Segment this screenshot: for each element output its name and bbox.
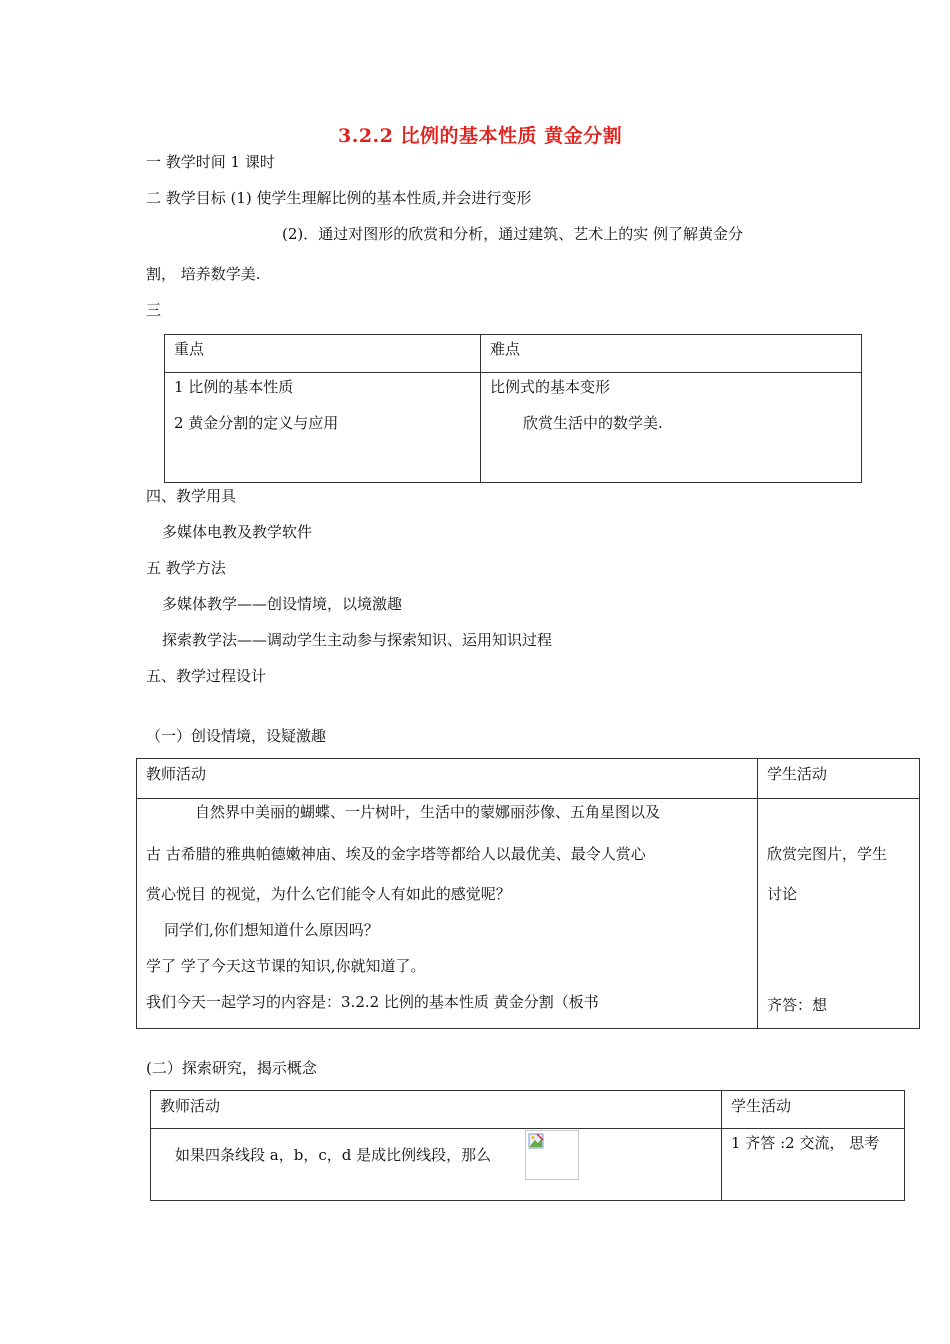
teacher-text-1: 自然界中美丽的蝴蝶、一片树叶，生活中的蒙娜丽莎像、五角星图以及 (195, 803, 661, 821)
table1-key-item-1: 1 比例的基本性质 (174, 378, 294, 396)
table2-header-student (758, 759, 920, 799)
table1-header-difficult-label: 难点 (490, 340, 521, 358)
table3-header-student (722, 1091, 905, 1129)
table1-header-key-label: 重点 (174, 340, 205, 358)
line-section-2-heading: (二）探索研究，揭示概念 (146, 1059, 317, 1077)
activity-table-1 (136, 758, 920, 1029)
teacher-text-4: 同学们,你们想知道什么原因吗？ (164, 921, 379, 939)
table3-header-teacher (151, 1091, 722, 1129)
table3-header-student-label: 学生活动 (731, 1097, 792, 1115)
line-section-3: 三 (146, 301, 162, 319)
table1-difficult-item-1: 比例式的基本变形 (490, 378, 611, 396)
table2-header-teacher (137, 759, 758, 799)
table1-cell-key (165, 373, 481, 483)
table2-header-student-label: 学生活动 (767, 765, 828, 783)
table1-header-difficult (481, 335, 862, 373)
table3-student-text: 1 齐答 :2 交流， 思考 (731, 1134, 880, 1152)
line-tools-detail: 多媒体电教及教学软件 (162, 523, 313, 541)
line-section-1-heading: （一）创设情境，设疑激趣 (146, 727, 327, 745)
table3-cell-teacher (151, 1129, 722, 1201)
table3-cell-student (722, 1129, 905, 1201)
student-text-3: 齐答：想 (767, 996, 828, 1014)
line-teaching-time: 一 教学时间 1 课时 (146, 153, 275, 171)
table3-teacher-text: 如果四条线段 a，b，c，d 是成比例线段，那么 (175, 1146, 492, 1164)
table2-cell-student (758, 799, 920, 1029)
activity-table-2 (150, 1090, 905, 1201)
teacher-text-2: 古 古希腊的雅典帕德嫩神庙、埃及的金字塔等都给人以最优美、最令人赏心 (146, 845, 646, 863)
line-method-1: 多媒体教学——创设情境，以境激趣 (162, 595, 403, 613)
teacher-text-5: 学了 学了今天这节课的知识,你就知道了。 (146, 957, 426, 975)
line-goal-2-cont: 割， 培养数学美. (146, 265, 261, 283)
key-points-table (164, 334, 862, 483)
teacher-text-6: 我们今天一起学习的内容是：3.2.2 比例的基本性质 黄金分割（板书 (146, 993, 599, 1011)
teacher-text-3: 赏心悦目 的视觉，为什么它们能令人有如此的感觉呢？ (146, 885, 511, 903)
table1-header-key (165, 335, 481, 373)
table1-key-item-2: 2 黄金分割的定义与应用 (174, 414, 339, 432)
student-text-1: 欣赏完图片，学生 (767, 845, 888, 863)
line-teaching-tools: 四、教学用具 (146, 487, 237, 505)
line-goal-2: (2)．通过对图形的欣赏和分析，通过建筑、艺术上的实 例了解黄金分 (282, 225, 744, 243)
page-title: 3.2.2 比例的基本性质 黄金分割 (338, 125, 623, 147)
broken-image-icon (525, 1130, 579, 1180)
image-placeholder-icon (528, 1133, 544, 1149)
table2-cell-teacher (137, 799, 758, 1029)
table3-header-teacher-label: 教师活动 (160, 1097, 221, 1115)
line-teaching-method: 五 教学方法 (146, 559, 226, 577)
line-process-design: 五、教学过程设计 (146, 667, 267, 685)
line-teaching-goal: 二 教学目标 (1) 使学生理解比例的基本性质,并会进行变形 (146, 189, 532, 207)
table1-difficult-item-2: 欣赏生活中的数学美. (523, 414, 663, 432)
student-text-2: 讨论 (767, 885, 798, 903)
line-method-2: 探索教学法——调动学生主动参与探索知识、运用知识过程 (162, 631, 553, 649)
table2-header-teacher-label: 教师活动 (146, 765, 207, 783)
table1-cell-difficult (481, 373, 862, 483)
